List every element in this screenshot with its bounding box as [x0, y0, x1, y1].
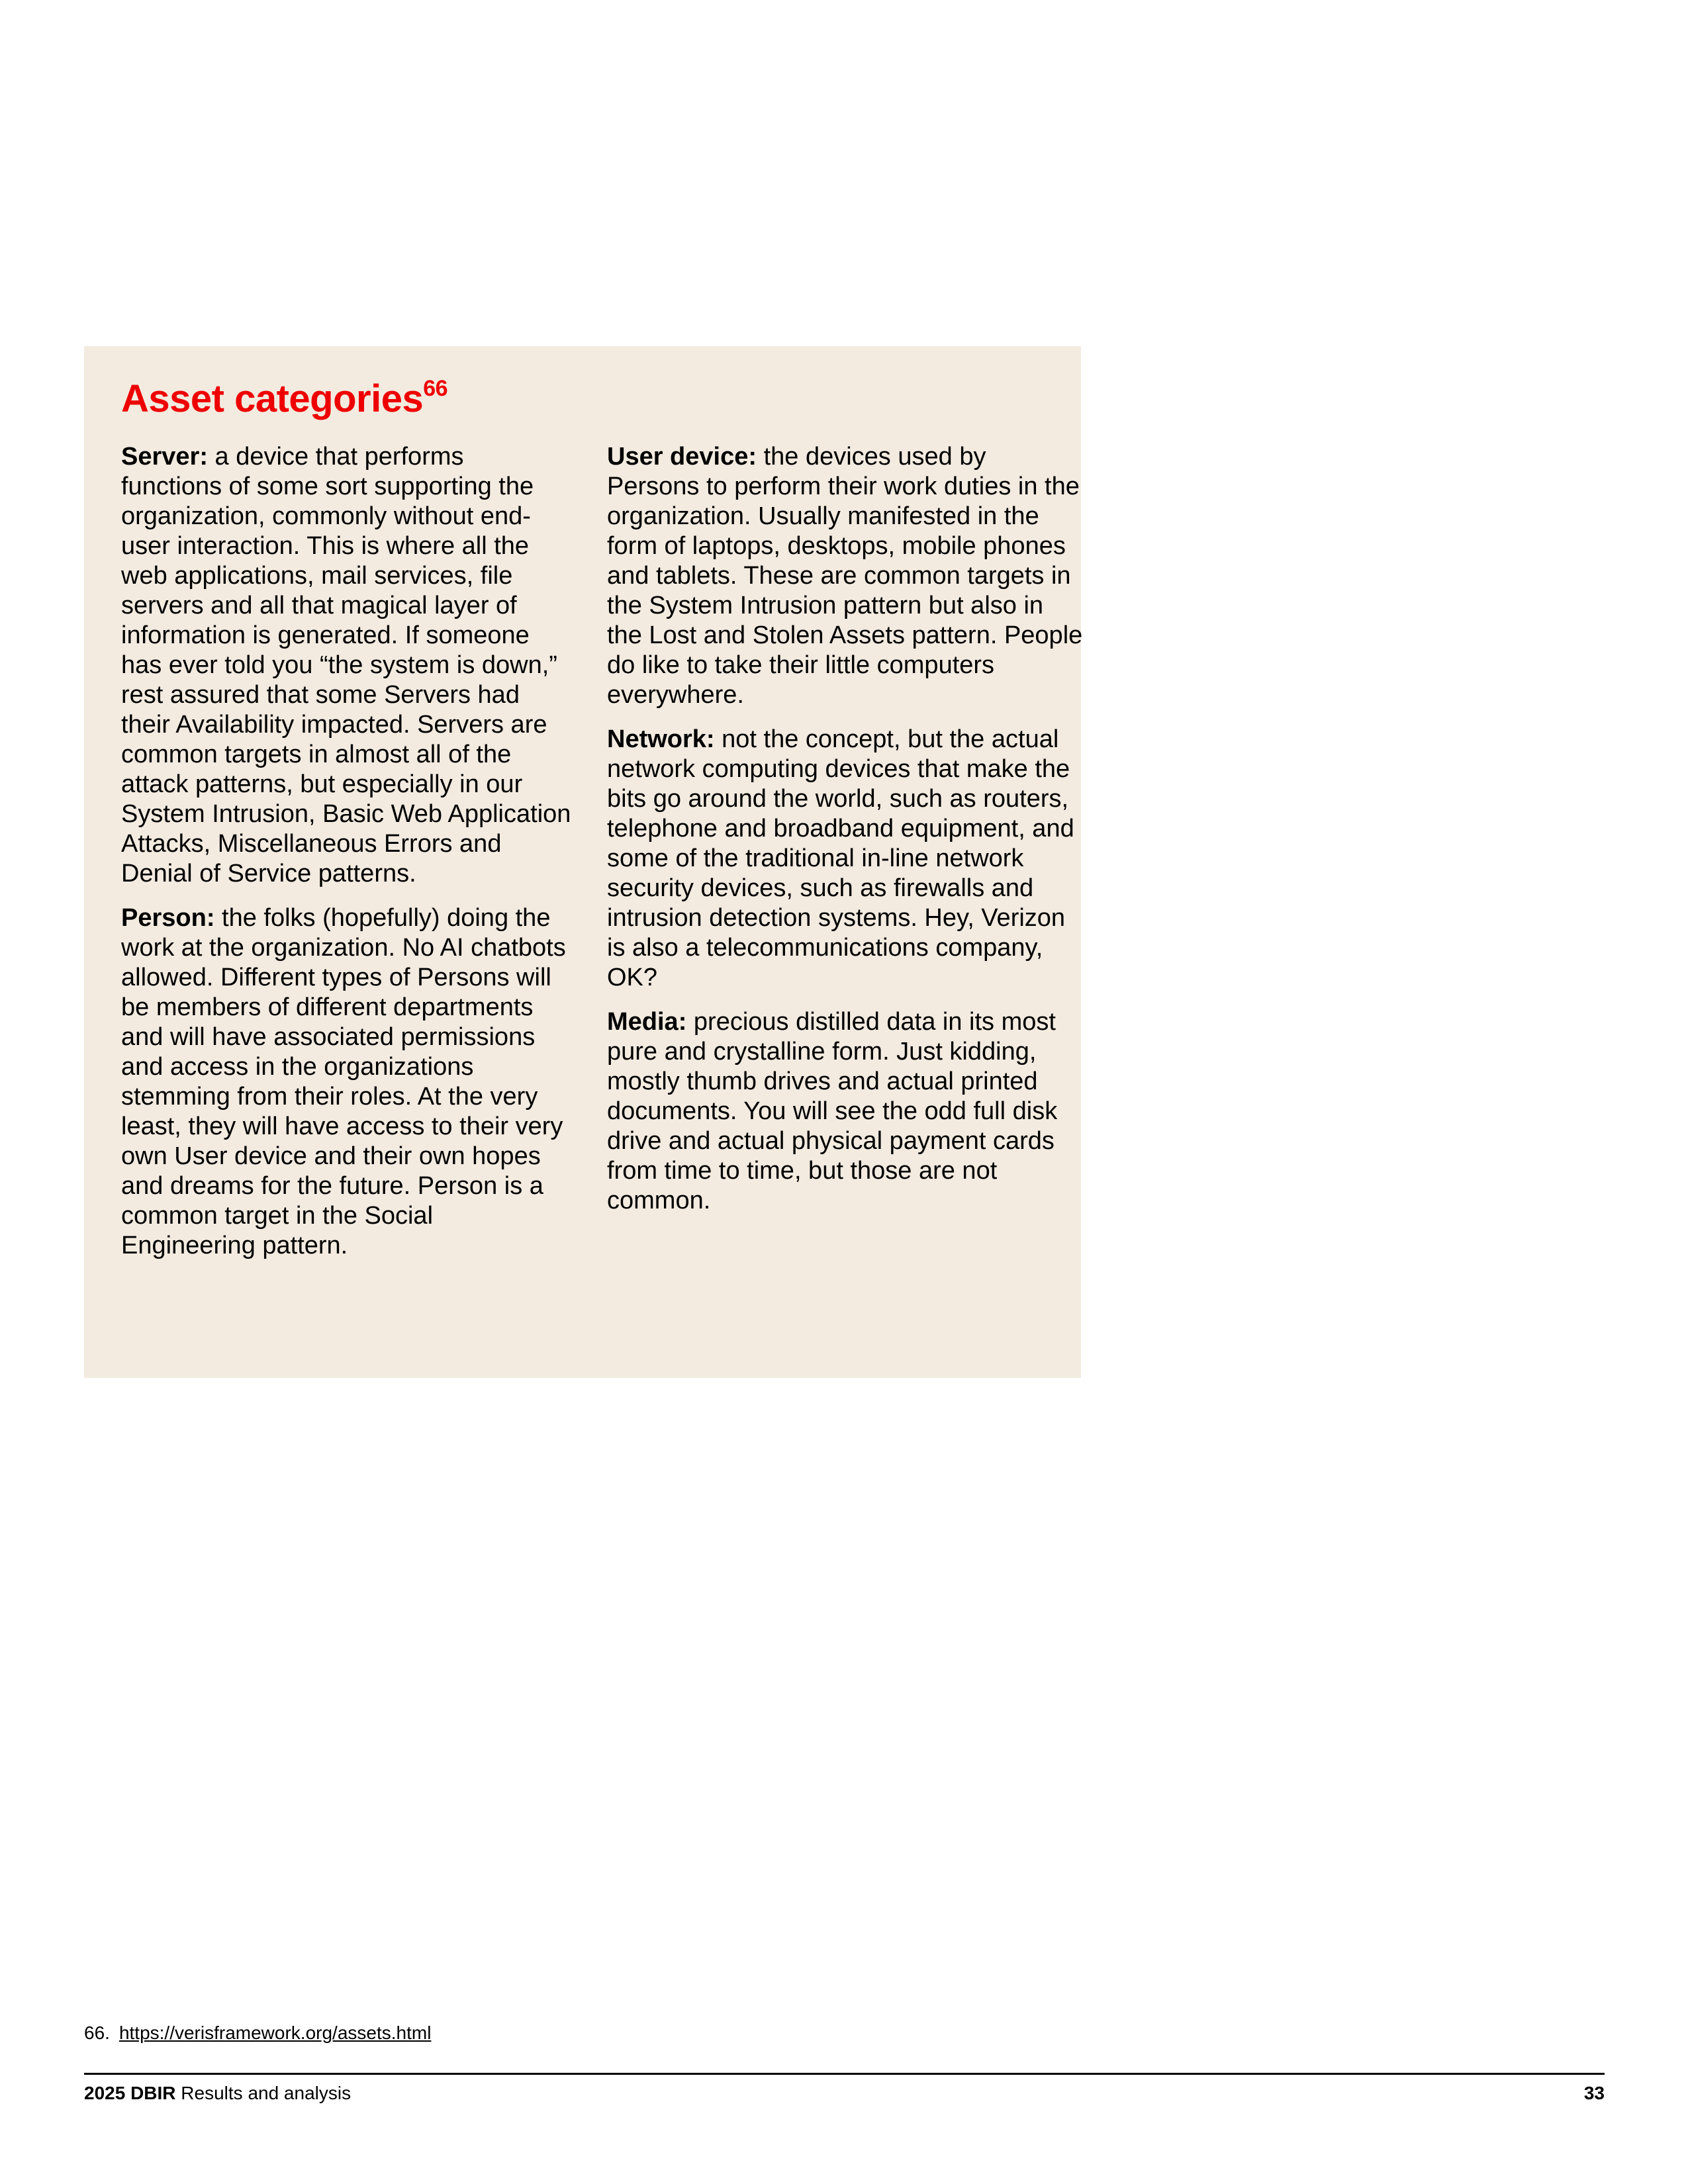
left-column: [121, 442, 571, 1275]
page-number: 33: [1583, 2083, 1605, 2103]
entry-text: not the concept, but the actual network computing devices that make the bits go around the world, such as routers, telephone and broadband equipment, and some of the traditional in-line network security devices, such as firewalls and intrusion detection systems. Hey, Verizon is also a telecommunications company, OK?: [607, 725, 1074, 991]
footer-report-name: 2025 DBIR: [84, 2083, 176, 2103]
entry-network: [607, 725, 1084, 993]
footnote-reference[interactable]: 66: [423, 376, 448, 401]
box-title-text: Asset categories: [121, 377, 424, 420]
entry-term: Network:: [607, 725, 715, 753]
entry-term: Server:: [121, 443, 208, 471]
footer-report-label: [84, 2082, 351, 2105]
footer-section: Results and analysis: [175, 2083, 352, 2103]
entry-text: the folks (hopefully) doing the work at the organization. No AI chatbots allowed. Different types of Persons will be members of different departments and will have associated permissions and access in the organizations stemming from their roles. At the very least, they will have access to their very own User device and their own hopes and dreams for the future. Person is a common target in the Social Engineering pattern.: [121, 904, 566, 1259]
right-column: [607, 442, 1084, 1230]
entry-text: the devices used by Persons to perform their work duties in the organization. Usually manifested in the form of laptops, desktops, mobile phones and tablets. These are common targets in the System Intrusion pattern but also in the Lost and Stolen Assets pattern. People do like to take their little computers everywhere.: [607, 443, 1083, 709]
asset-categories-box: [84, 346, 1081, 1378]
entry-user-device: [607, 442, 1084, 710]
footer-divider: [84, 2073, 1605, 2075]
footnote: [84, 2021, 431, 2045]
footnote-link[interactable]: https://verisframework.org/assets.html: [118, 2023, 432, 2043]
box-title: [121, 376, 1044, 422]
entry-server: [121, 442, 571, 889]
footnote-number: 66.: [84, 2023, 110, 2043]
entry-term: Person:: [121, 904, 215, 932]
entry-text: precious distilled data in its most pure and crystalline form. Just kidding, mostly thumb drives and actual printed documents. You will see the odd full disk drive and actual physical payment cards from time to time, but those are not common.: [607, 1008, 1058, 1214]
entry-term: Media:: [607, 1008, 687, 1036]
entry-text: a device that performs functions of some sort supporting the organization, commonly without end-user interaction. This is where all the web applications, mail services, file servers and all that magical layer of information is generated. If someone has ever told you “the system is down,” rest assured that some Servers had their Availability impacted. Servers are common targets in almost all of the attack patterns, but especially in our System Intrusion, Basic Web Application Attacks, Miscellaneous Errors and Denial of Service patterns.: [121, 443, 571, 887]
entry-term: User device:: [607, 443, 757, 471]
entry-person: [121, 903, 571, 1261]
entry-media: [607, 1007, 1084, 1216]
